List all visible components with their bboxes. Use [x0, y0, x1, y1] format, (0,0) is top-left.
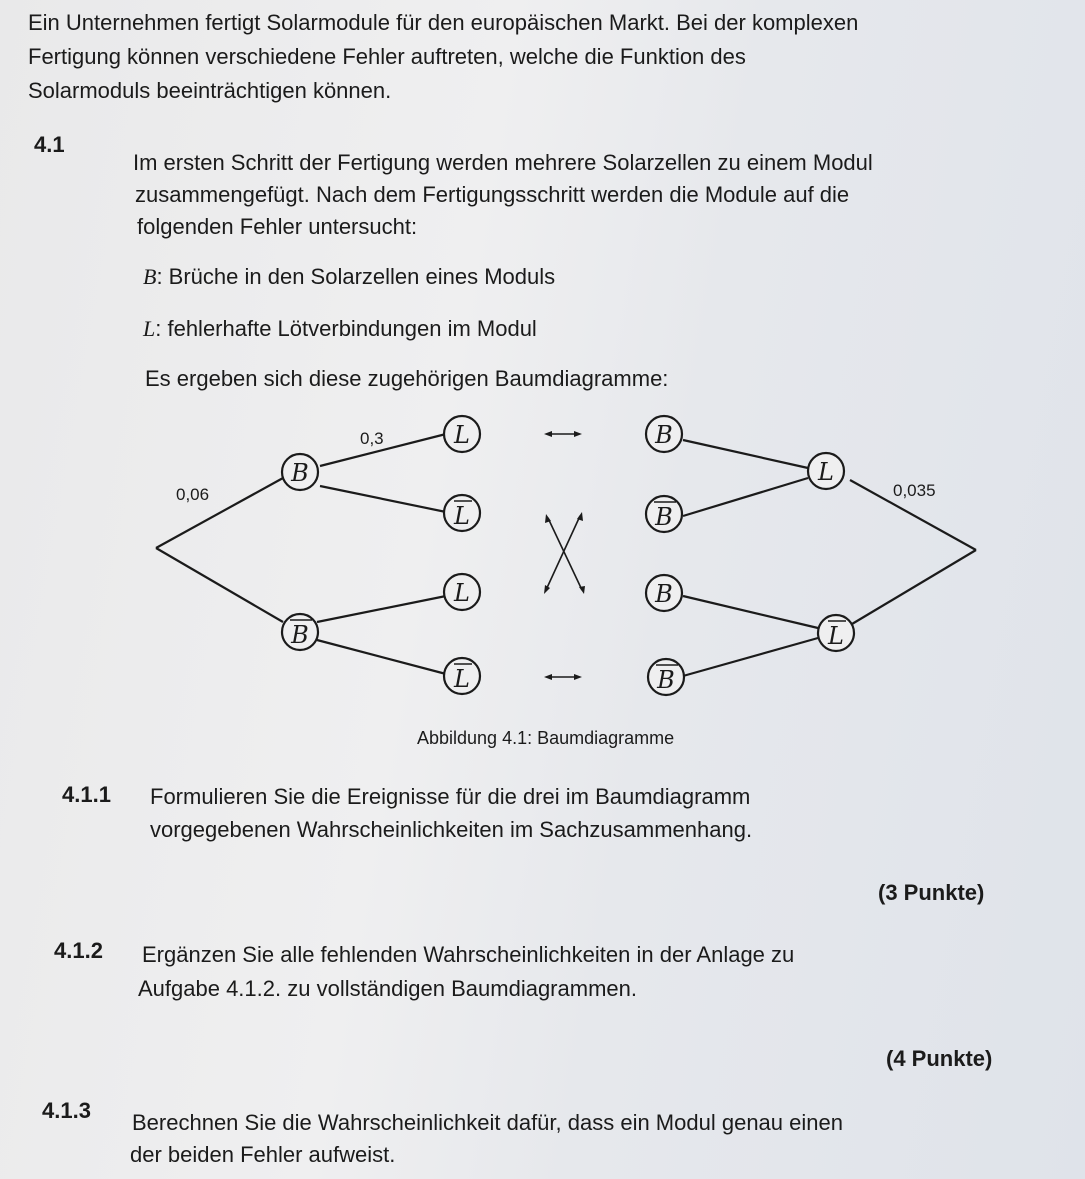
left-node-l-bar-bottom: [444, 658, 480, 694]
intro-line-3: Solarmoduls beeinträchtigen können.: [28, 78, 392, 103]
event-b-symbol: B: [143, 264, 157, 289]
task-4-1-2-line-1: Ergänzen Sie alle fehlenden Wahrscheinlichkeiten in der Anlage zu: [142, 942, 795, 967]
cross-arrow-b: [546, 516, 580, 590]
right-node-b-top: [646, 416, 682, 452]
task-4-1-line-3: folgenden Fehler untersucht:: [137, 214, 418, 239]
diagram-caption: Abbildung 4.1: Baumdiagramme: [417, 728, 675, 748]
right-node-l-bar-label: L: [828, 622, 844, 650]
task-4-1-3-line-1: Berechnen Sie die Wahrscheinlichkeit dafür, dass ein Modul genau einen: [132, 1110, 843, 1135]
task-4-1-line-1: Im ersten Schritt der Fertigung werden mehrere Solarzellen zu einem Modul: [133, 150, 873, 175]
event-l-text: : fehlerhafte Lötverbindungen im Modul: [155, 316, 537, 341]
branch-l-b-bar: [683, 478, 808, 516]
task-number-4-1-1: 4.1.1: [62, 782, 111, 807]
left-node-b-bar-label: B: [291, 621, 309, 649]
intro-line-1: Ein Unternehmen fertigt Solarmodule für den europäischen Markt. Bei der komplexen: [28, 10, 859, 35]
label-p-l: 0,035: [893, 481, 936, 500]
branch-b-bar-l-bar: [317, 640, 446, 674]
right-node-b-bar-top: [646, 496, 682, 532]
task-4-1-1-points: (3 Punkte): [878, 880, 985, 905]
event-b-text: : Brüche in den Solarzellen eines Moduls: [156, 264, 556, 289]
event-l-symbol: L: [143, 316, 156, 341]
task-4-1-1-line-2: vorgegebenen Wahrscheinlichkeiten im Sachzusammenhang.: [150, 817, 753, 842]
mapping-arrows: [544, 431, 585, 680]
branch-b-bar-l: [317, 596, 446, 622]
left-node-b: [282, 454, 318, 490]
left-node-l-bottom-label: L: [454, 579, 470, 607]
task-4-1-1-line-1: Formulieren Sie die Ereignisse für die drei im Baumdiagramm: [150, 784, 751, 809]
right-node-b-bottom: [646, 575, 682, 611]
task-4-1-2-points: (4 Punkte): [886, 1046, 993, 1071]
branch-l-bar-b-bar: [683, 638, 818, 676]
left-node-b-bar: [282, 614, 318, 650]
branch-root-l-bar: [852, 550, 976, 624]
branch-root-b-bar: [156, 548, 283, 622]
left-node-l-bar-top: [444, 495, 480, 531]
left-node-l-bar-bottom-label: L: [454, 665, 470, 693]
left-node-l-top-label: L: [454, 421, 470, 449]
task-4-1-2-line-2: Aufgabe 4.1.2. zu vollständigen Baumdiagrammen.: [138, 976, 637, 1001]
task-number-4-1: 4.1: [34, 132, 65, 157]
right-node-b-bar-bottom: [648, 659, 684, 695]
cross-arrow-a: [548, 518, 582, 590]
task-number-4-1-2: 4.1.2: [54, 938, 103, 963]
branch-l-bar-b: [683, 596, 818, 628]
left-node-l-bottom: [444, 574, 480, 610]
right-node-b-top-label: B: [655, 421, 673, 449]
right-node-l-label: L: [818, 458, 834, 486]
diagram-intro: Es ergeben sich diese zugehörigen Baumdiagramme:: [145, 366, 669, 391]
right-node-l: [808, 453, 844, 489]
task-4-1-3-line-2: der beiden Fehler aufweist.: [130, 1142, 396, 1167]
label-p-l-given-b: 0,3: [360, 429, 384, 448]
right-node-b-bar-top-label: B: [655, 503, 673, 531]
left-node-l-bar-top-label: L: [454, 502, 470, 530]
left-node-b-label: B: [291, 459, 309, 487]
right-node-l-bar: [818, 615, 854, 651]
intro-line-2: Fertigung können verschiedene Fehler auftreten, welche die Funktion des: [28, 44, 746, 69]
right-node-b-bar-bottom-label: B: [657, 666, 675, 694]
right-node-b-bottom-label: B: [655, 580, 673, 608]
left-node-l-top: [444, 416, 480, 452]
label-p-b: 0,06: [176, 485, 210, 504]
task-4-1-line-2: zusammengefügt. Nach dem Fertigungsschritt werden die Module auf die: [135, 182, 850, 207]
branch-l-b: [683, 440, 808, 468]
branch-b-l-bar: [320, 486, 446, 512]
task-number-4-1-3: 4.1.3: [42, 1098, 91, 1123]
